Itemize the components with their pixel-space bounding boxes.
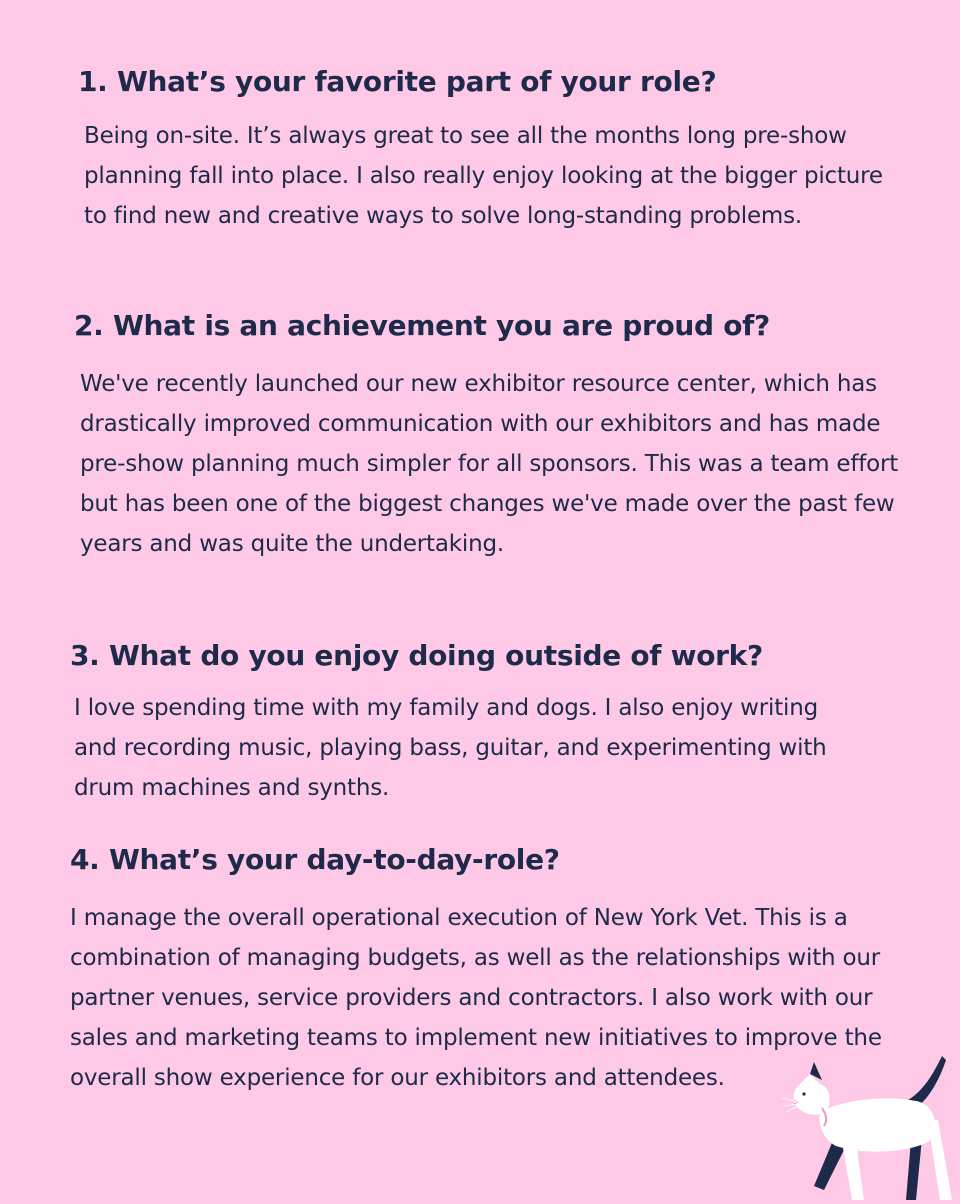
qa-item-3 bbox=[0, 636, 920, 808]
answer-1: Being on-site. It’s always great to see all the months long pre-show planning fall into place. I also really enjoy looking at the bigger picture to find new and creative ways to solve long-standing problems. bbox=[84, 123, 883, 229]
cat-illustration-icon bbox=[780, 1050, 960, 1200]
question-2: 2. What is an achievement you are proud of? bbox=[74, 309, 770, 342]
qa-item-2 bbox=[0, 306, 920, 564]
qa-item-1 bbox=[0, 62, 920, 236]
question-4: 4. What’s your day-to-day-role? bbox=[70, 843, 560, 876]
answer-3: I love spending time with my family and dogs. I also enjoy writing and recording music, playing bass, guitar, and experimenting with drum machines and synths. bbox=[74, 695, 827, 801]
question-1: 1. What’s your favorite part of your role? bbox=[78, 65, 717, 98]
answer-2: We've recently launched our new exhibitor resource center, which has drastically improved communication with our exhibitors and has made pre-show planning much simpler for all sponsors. This was a team effort but has been one of the biggest changes we've made over the past few years and was quite the undertaking. bbox=[80, 371, 899, 557]
answer-4: I manage the overall operational execution of New York Vet. This is a combination of managing budgets, as well as the relationships with our partner venues, service providers and contractors. I also work with our sales and marketing teams to implement new initiatives to improve the overall show experience for our exhibitors and attendees. bbox=[70, 905, 882, 1091]
question-3: 3. What do you enjoy doing outside of work? bbox=[70, 639, 763, 672]
